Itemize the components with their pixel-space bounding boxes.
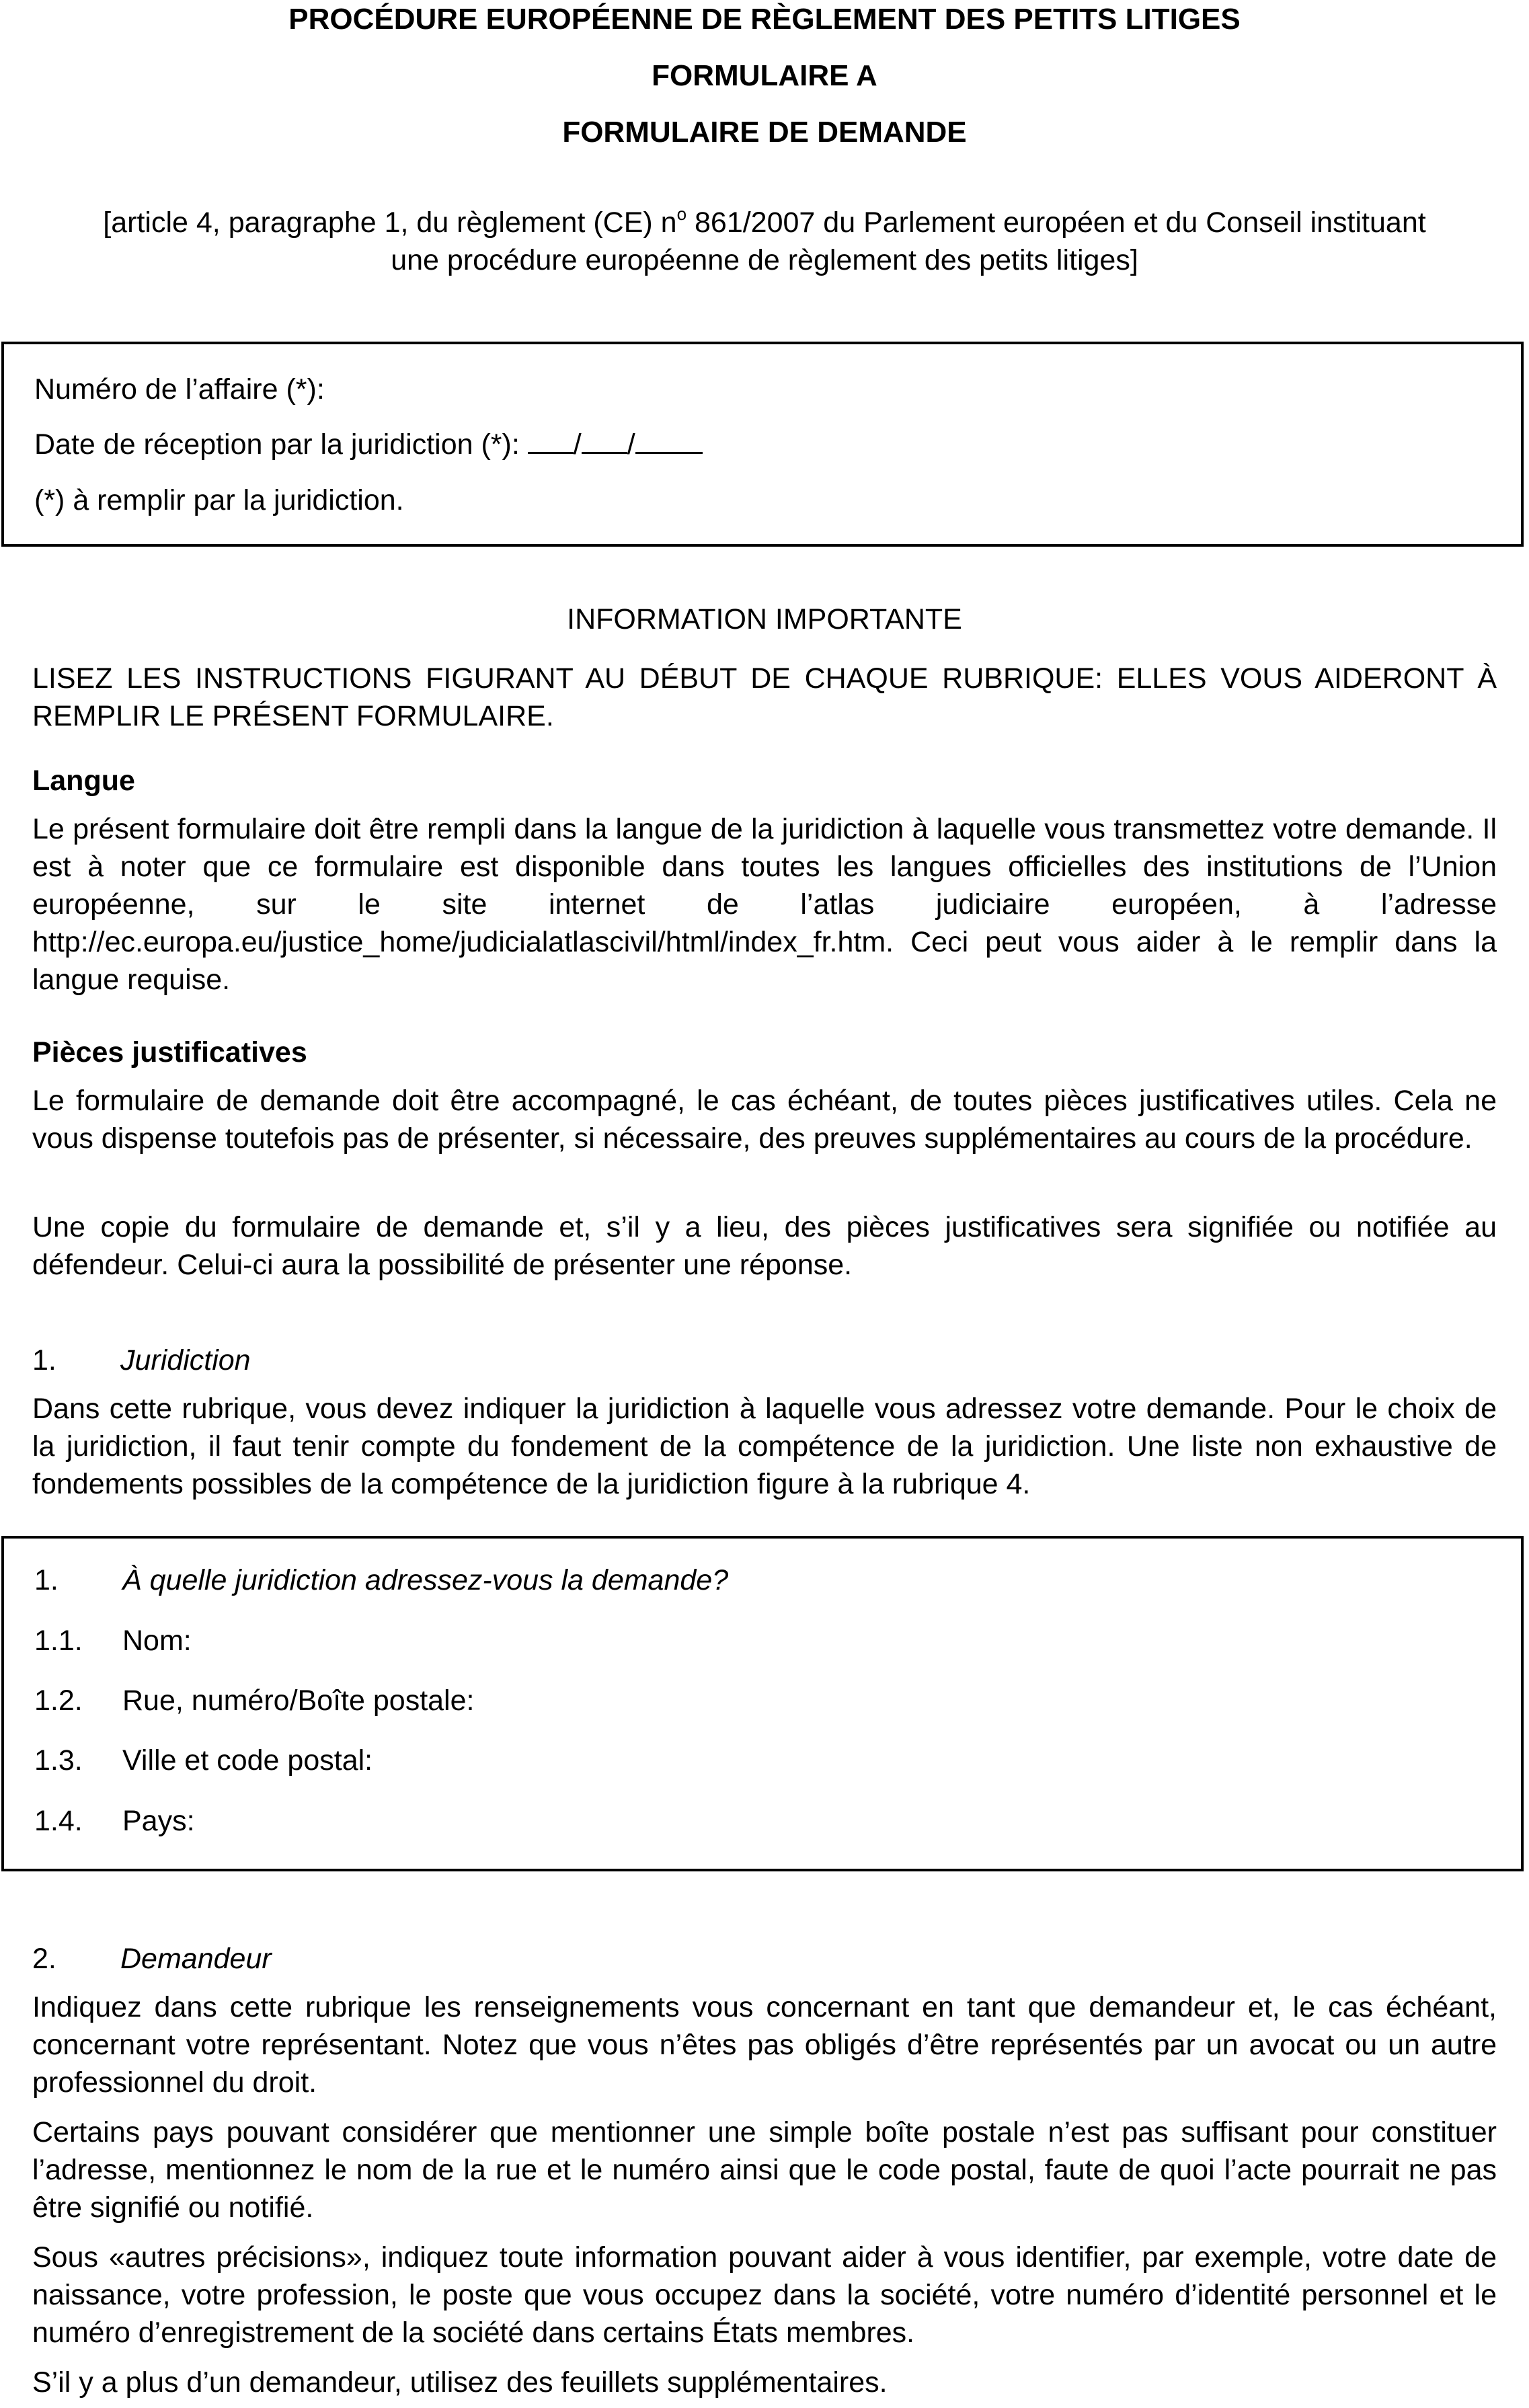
court-city-field[interactable]: 1.3. Ville et code postal: [34,1744,373,1777]
langue-text: Le présent formulaire doit être rempli dans la langue de la juridiction à laquelle vous transmettez votre demande. Il est à noter que ce formulaire est disponible dans toutes les langues officielles des institutions de l’Union européenne, sur le site internet de l’atlas judiciaire européen, à l’adresse http://ec.europa.eu/justice_home/judicialatlascivil/html/index_fr.htm. Ceci peut vous aider à le remplir dans la langue requise. [32,813,1497,996]
langue-heading: Langue [32,765,135,797]
important-heading: INFORMATION IMPORTANTE [567,603,962,635]
day-blank[interactable] [528,426,574,454]
court-details-box [1,1536,1524,1871]
court-street-field[interactable]: 1.2. Rue, numéro/Boîte postale: [34,1684,475,1717]
month-blank[interactable] [582,426,627,454]
document-title: PROCÉDURE EUROPÉENNE DE RÈGLEMENT DES PETITS LITIGES [288,3,1241,36]
court-use-box [1,342,1524,547]
section-1-heading: 1. Juridiction [32,1344,251,1376]
pieces-heading: Pièces justificatives [32,1036,307,1069]
section-2-text-4: S’il y a plus d’un demandeur, utilisez des feuillets supplémentaires. [32,2366,888,2399]
section-2-text-3: Sous «autres précisions», indiquez toute information pouvant aider à vous identifier, par exemple, votre date de naissance, votre profession, le poste que vous occupez dans la société, votre numéro d’identité personnel et le numéro d’enregistrement de la société dans certains États membres. [32,2241,1497,2349]
court-use-note: (*) à remplir par la juridiction. [34,484,404,516]
section-2-heading: 2. Demandeur [32,1943,272,1975]
court-question: 1. À quelle juridiction adressez-vous la demande? [34,1564,729,1596]
case-number-field[interactable]: Numéro de l’affaire (*): [34,373,325,405]
section-2-text-1: Indiquez dans cette rubrique les renseignements vous concernant en tant que demandeur et, le cas échéant, concernant votre représentant. Notez que vous n’êtes pas obligés d’être représentés par un avocat ou un autre professionnel du droit. [32,1991,1497,2099]
pieces-text-2: Une copie du formulaire de demande et, s’il y a lieu, des pièces justificatives sera signifiée ou notifiée au défendeur. Celui-ci aura la possibilité de présenter une réponse. [32,1211,1497,1281]
section-2-text-2: Certains pays pouvant considérer que mentionner une simple boîte postale n’est pas suffisant pour constituer l’adresse, mentionnez le nom de la rue et le numéro ainsi que le code postal, faute de quoi l’acte pourrait ne pas être signifié ou notifié. [32,2116,1497,2224]
year-blank[interactable] [635,426,703,454]
court-name-field[interactable]: 1.1. Nom: [34,1625,192,1657]
form-name: FORMULAIRE A [652,59,877,92]
pieces-text-1: Le formulaire de demande doit être accompagné, le cas échéant, de toutes pièces justificatives utiles. Cela ne vous dispense toutefois pas de présenter, si nécessaire, des preuves supplémentaires au cours de la procédure. [32,1085,1497,1155]
reception-date-field[interactable]: Date de réception par la juridiction (*): / / [34,426,703,464]
court-country-field[interactable]: 1.4. Pays: [34,1805,195,1837]
legal-reference: [article 4, paragraphe 1, du règlement (CE) $n^o$ 861/2007 du Parlement européen et du Conseil instituant une procédure européenne de règlement des petits litiges] [103,204,1426,276]
important-instruction: LISEZ LES INSTRUCTIONS FIGURANT AU DÉBUT DE CHAQUE RUBRIQUE: ELLES VOUS AIDERONT À REMPLIR LE PRÉSENT FORMULAIRE. [32,662,1497,732]
section-1-text: Dans cette rubrique, vous devez indiquer la juridiction à laquelle vous adressez votre demande. Pour le choix de la juridiction, il faut tenir compte du fondement de la compétence de la juridiction. Une liste non exhaustive de fondements possibles de la compétence de la juridiction figure à la rubrique 4. [32,1393,1497,1500]
form-subtitle: FORMULAIRE DE DEMANDE [562,116,967,149]
